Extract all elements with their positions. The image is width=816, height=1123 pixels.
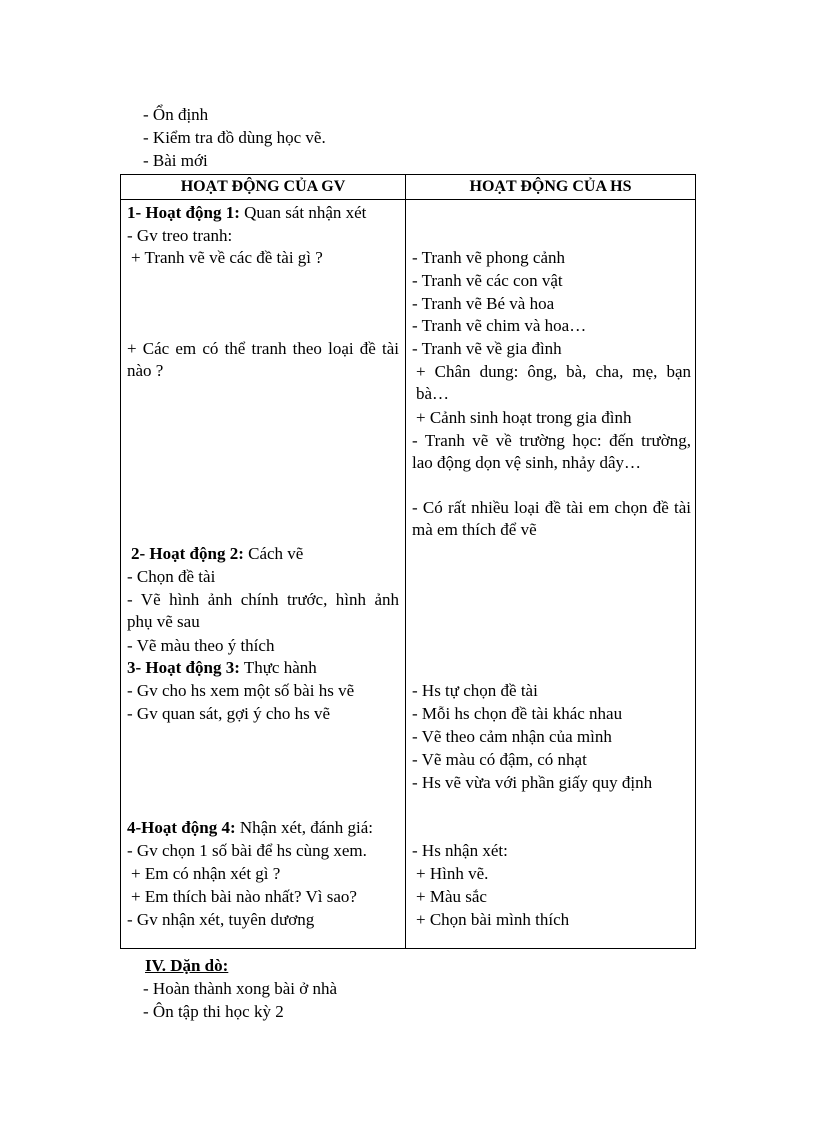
header-teacher-activities: HOẠT ĐỘNG CỦA GV: [180, 178, 346, 195]
hs-line: - Tranh vẽ về trường học: đến trường, lao động dọn vệ sinh, nhảy dây…: [412, 431, 691, 472]
header-divider: [121, 199, 695, 200]
closing-item-homework: - Hoàn thành xong bài ở nhà: [143, 979, 338, 998]
hs-line: + Chân dung: ông, bà, cha, mẹ, bạn bà…: [416, 362, 691, 403]
activity-4-heading: [127, 817, 373, 839]
intro-item-new-lesson: - Bài mới: [143, 151, 208, 170]
activity-table: [120, 174, 696, 949]
gv-line: - Chọn đề tài: [127, 567, 216, 586]
hs-line: - Tranh vẽ chim và hoa…: [412, 316, 587, 335]
intro-item-check-supplies: - Kiểm tra đồ dùng học vẽ.: [143, 128, 326, 147]
activity-3-name: Thực hành: [239, 658, 317, 677]
gv-line: + Tranh vẽ về các đề tài gì ?: [131, 248, 323, 267]
activity-2-name: Cách vẽ: [243, 544, 304, 563]
gv-line: + Các em có thể tranh theo loại đề tài nào ?: [127, 339, 399, 380]
gv-line: - Gv treo tranh:: [127, 226, 233, 245]
hs-line: + Cảnh sinh hoạt trong gia đình: [416, 408, 632, 427]
hs-line: - Vẽ màu có đậm, có nhạt: [412, 750, 587, 769]
hs-line: - Có rất nhiều loại đề tài em chọn đề tài mà em thích để vẽ: [412, 498, 691, 539]
hs-line: + Chọn bài mình thích: [416, 910, 570, 929]
gv-line: - Vẽ màu theo ý thích: [127, 636, 275, 655]
gv-line: - Gv nhận xét, tuyên dương: [127, 910, 315, 929]
activity-3-heading: [127, 657, 317, 679]
hs-line: - Hs vẽ vừa với phần giấy quy định: [412, 773, 653, 792]
header-student-activities: HOẠT ĐỘNG CỦA HS: [469, 178, 632, 195]
hs-line: - Mỗi hs chọn đề tài khác nhau: [412, 704, 623, 723]
activity-4-name: Nhận xét, đánh giá:: [235, 818, 374, 837]
intro-item-stabilize: - Ổn định: [143, 105, 209, 124]
activity-1-title: 1- Hoạt động 1:: [127, 203, 240, 222]
column-divider: [405, 175, 406, 948]
hs-line: + Màu sắc: [416, 887, 487, 906]
activity-2-title: 2- Hoạt động 2:: [131, 544, 244, 563]
hs-line: + Hình vẽ.: [416, 864, 489, 883]
hs-line: - Hs tự chọn đề tài: [412, 681, 538, 700]
hs-line: - Tranh vẽ Bé và hoa: [412, 294, 555, 313]
closing-item-review: - Ôn tập thi học kỳ 2: [143, 1002, 284, 1021]
hs-line: - Tranh vẽ các con vật: [412, 271, 563, 290]
activity-4-title: 4-Hoạt động 4:: [127, 818, 236, 837]
closing-heading: IV. Dặn dò:: [145, 956, 229, 975]
activity-1-heading: [127, 202, 366, 224]
activity-3-title: 3- Hoạt động 3:: [127, 658, 240, 677]
gv-line: - Vẽ hình ảnh chính trước, hình ảnh phụ vẽ sau: [127, 590, 399, 631]
hs-line: - Tranh vẽ về gia đình: [412, 339, 562, 358]
gv-line: - Gv chọn 1 số bài để hs cùng xem.: [127, 841, 367, 860]
gv-line: - Gv quan sát, gợi ý cho hs vẽ: [127, 704, 331, 723]
activity-2-heading: [131, 543, 303, 565]
hs-line: - Hs nhận xét:: [412, 841, 508, 860]
hs-line: - Tranh vẽ phong cảnh: [412, 248, 565, 267]
hs-line: - Vẽ theo cảm nhận của mình: [412, 727, 612, 746]
gv-line: - Gv cho hs xem một số bài hs vẽ: [127, 681, 355, 700]
activity-1-name: Quan sát nhận xét: [239, 203, 367, 222]
gv-line: + Em thích bài nào nhất? Vì sao?: [131, 887, 357, 906]
gv-line: + Em có nhận xét gì ?: [131, 864, 281, 883]
